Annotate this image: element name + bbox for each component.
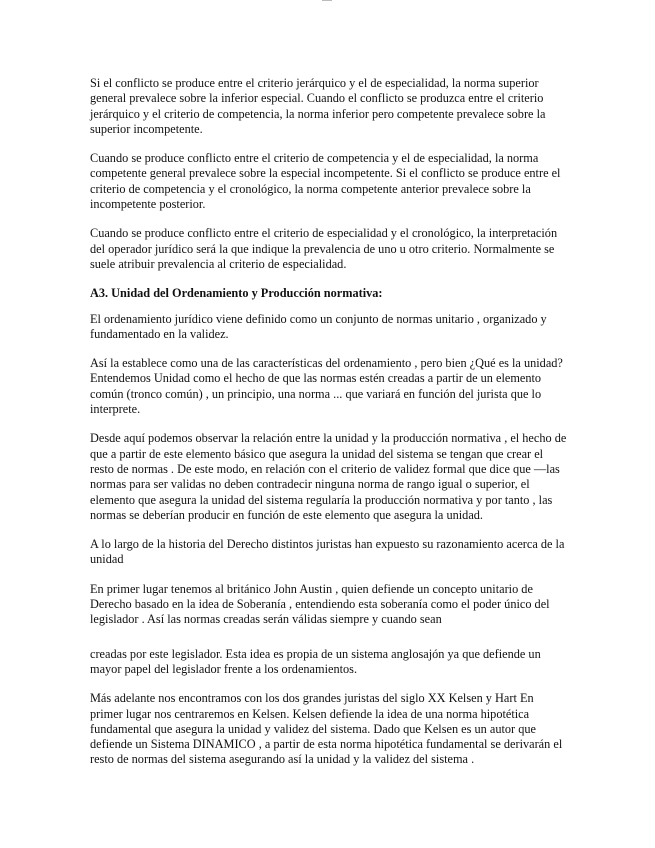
section-heading: A3. Unidad del Ordenamiento y Producción normativa: (90, 286, 383, 301)
paragraph-especialidad-cronologico: Cuando se produce conflicto entre el criterio de especialidad y el cronológico, la interpretación del operador jurídico será la que indique la prevalencia de uno u otro criterio. Normalmente se suele atribuir prevalencia al criterio de especialidad. (90, 226, 558, 271)
paragraph-jerarquico-especialidad: Si el conflicto se produce entre el criterio jerárquico y el de especialidad, la norma superior general prevalece sobre la inferior especial. Cuando el conflicto se produzca entre el criterio jerárquico y el criterio de competencia, la norma inferior pero competente prevalece sobre la superior incompetente. (90, 76, 546, 136)
paragraph-austin: En primer lugar tenemos al británico John Austin , quien defiende un concepto unitario de Derecho basado en la idea de Soberanía , entendiendo esta soberanía como el poder único del legislador . Así las normas creadas serán válidas siempre y cuando sean (90, 581, 550, 627)
paragraph-unidad: Así la establece como una de las características del ordenamiento , pero bien ¿Qué es la unidad? Entendemos Unidad como el hecho de que las normas estén creadas a partir de un elemento común (tronco común) , un principio, una norma ... que variará en función del jurista que lo interprete. (90, 356, 563, 417)
document-body (90, 76, 568, 782)
page-top-mark (322, 0, 332, 3)
paragraph-competencia-especialidad: Cuando se produce conflicto entre el criterio de competencia y el de especialidad, la norma competente general prevalece sobre la especial incompetente. Si el conflicto se produce entre el criterio de competencia y el cronológico, la norma competente anterior prevalece sobre la incompetente posterior. (90, 151, 561, 212)
paragraph-produccion-normativa: Desde aquí podemos observar la relación entre la unidad y la producción normativa , el hecho de que a partir de este elemento básico que asegura la unidad del sistema se tengan que crear el resto de normas . De este modo, en relación con el criterio de validez formal que dice que —las normas para ser validas no deben contradecir ninguna norma de rango igual o superior, el elemento que asegura la unidad del sistema regularía la producción normativa y por tanto , las normas se deberían producir en función de este elemento que asegura la unidad. (90, 431, 567, 522)
paragraph-definicion-ordenamiento: El ordenamiento jurídico viene definido como un conjunto de normas unitario , organizado y fundamentado en la validez. (90, 311, 547, 341)
paragraph-austin-continued: creadas por este legislador. Esta idea es propia de un sistema anglosajón ya que defiende un mayor papel del legislador frente a los ordenamientos. (90, 646, 541, 676)
paragraph-historia: A lo largo de la historia del Derecho distintos juristas han expuesto su razonamiento acerca de la unidad (90, 537, 565, 567)
paragraph-kelsen: Más adelante nos encontramos con los dos grandes juristas del siglo XX Kelsen y Hart En primer lugar nos centraremos en Kelsen. Kelsen defiende la idea de una norma hipotética fundamental que asegura la unidad y validez del sistema. Dado que Kelsen es un autor que defiende un Sistema DINAMICO , a partir de esta norma hipotética fundamental se derivarán el resto de normas del sistema asegurando así la unidad y la validez del sistema . (90, 691, 563, 767)
